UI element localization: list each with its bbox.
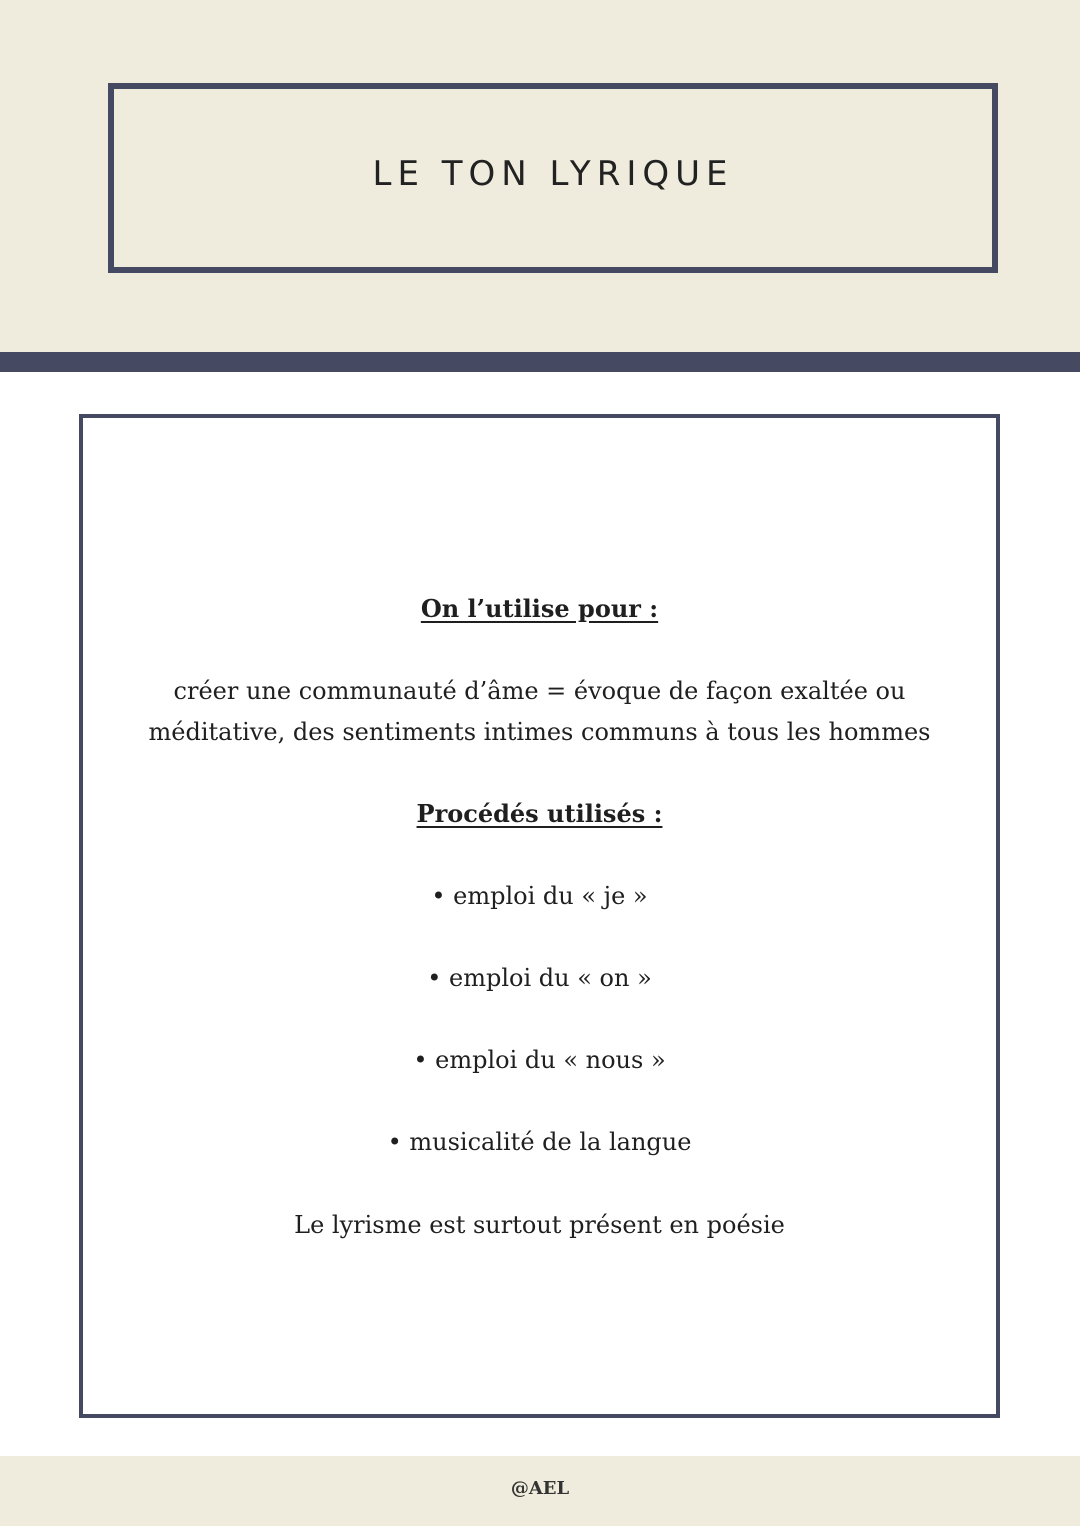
procedure-item-musicalite: • musicalité de la langue <box>387 1128 692 1156</box>
usage-text-line-2: méditative, des sentiments intimes communs à tous les hommes <box>148 718 931 746</box>
page-title: LE TON LYRIQUE <box>372 154 734 194</box>
procedure-item-nous: • emploi du « nous » <box>413 1046 666 1074</box>
procedures-heading: Procédés utilisés : <box>416 799 663 828</box>
title-box <box>108 83 998 273</box>
usage-heading: On l’utilise pour : <box>420 594 659 623</box>
content-box <box>79 414 1000 1418</box>
header-divider <box>0 352 1080 372</box>
procedure-item-on: • emploi du « on » <box>427 964 652 992</box>
footer-credit: @AEL <box>510 1478 570 1499</box>
conclusion-text: Le lyrisme est surtout présent en poésie <box>294 1211 785 1239</box>
procedure-item-je: • emploi du « je » <box>431 882 648 910</box>
usage-text-line-1: créer une communauté d’âme = évoque de façon exaltée ou <box>173 677 906 705</box>
